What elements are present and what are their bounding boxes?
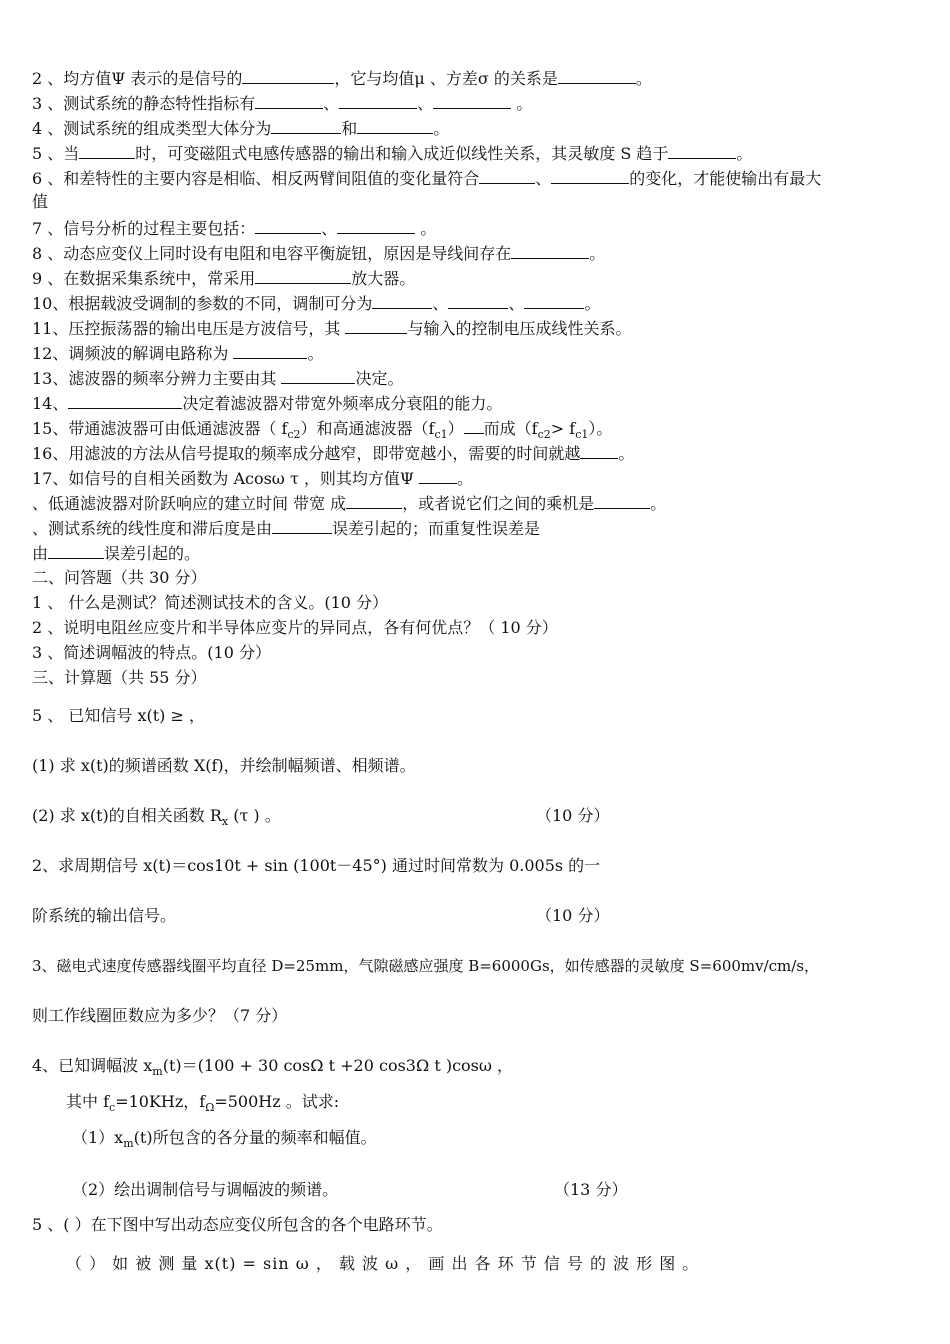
answer-blank[interactable] [339,93,417,109]
answer-blank[interactable] [357,118,433,134]
question-19-continued [32,543,200,564]
question-text: 。 [307,344,324,363]
question-text: 、测试系统的线性度和滞后度是由 [32,519,273,538]
question-text: 。 [589,244,606,263]
question-text: 14、 [32,394,69,413]
answer-blank[interactable] [346,493,402,509]
question-12 [32,343,323,364]
question-15 [32,418,612,445]
question-text: 13、滤波器的频率分辨力主要由其 [32,369,282,388]
subscript: m [123,1137,134,1150]
question-text: 、 [417,94,434,113]
question-text: 决定着滤波器对带宽外频率成分衰阻的能力。 [182,394,503,413]
question-text: ，它与均值μ 、方差σ 的关系是 [334,69,558,88]
question-5 [32,143,752,164]
calc-problem-2-continued: 阶系统的输出信号。 [32,906,177,925]
question-text: 。 [511,94,533,113]
question-text: 、 [432,294,449,313]
problem-text: (t)所包含的各分量的频率和幅值。 [133,1128,377,1147]
problem-text: （1）x [72,1128,124,1147]
question-text: 。 [457,469,474,488]
question-text: 放大器。 [351,269,416,288]
section-title-qa: 二、问答题（共 30 分） [32,568,207,587]
question-text: 、 [323,94,340,113]
answer-blank[interactable] [345,318,407,334]
question-text: 而成（f [483,419,538,438]
calc-problem-4-given [66,1092,339,1118]
question-text: 5 、当 [32,144,80,163]
answer-blank[interactable] [255,93,323,109]
question-17 [32,468,473,489]
answer-blank[interactable] [433,93,511,109]
answer-blank[interactable] [68,393,182,409]
question-11 [32,318,631,339]
subscript: c1 [575,428,589,441]
qa-item-3: 3 、简述调幅波的特点。(10 分） [32,643,271,662]
score-label: （13 分） [554,1180,628,1199]
question-text: > f [550,419,576,438]
calc-problem-2: 2、求周期信号 x(t)＝cos10t + sin (100t－45°) 通过时间常数为 0.005s 的一 [32,856,601,875]
question-text: 9 、在数据采集系统中，常采用 [32,269,256,288]
question-18 [32,493,666,514]
answer-blank[interactable] [511,243,589,259]
calc-problem-5b-continued: （ ） 如 被 测 量 x(t) = sin ω ， 载 波 ω ， 画 出 各 环 节 信 号 的 波 形 图 。 [66,1254,700,1273]
answer-blank[interactable] [551,168,629,184]
question-text: 误差引起的；而重复性误差是 [332,519,541,538]
problem-text: (τ ) 。 [228,806,281,825]
answer-blank[interactable] [479,168,535,184]
question-text: 12、调频波的解调电路称为 [32,344,234,363]
calc-problem-3: 3、磁电式速度传感器线圈平均直径 D=25mm，气隙磁感应强度 B=6000Gs，如传感器的灵敏度 S=600mv/cm/s， [32,957,820,975]
subscript: c2 [287,428,301,441]
question-8 [32,243,605,264]
subscript: x [221,815,229,828]
question-text: 。 [415,219,437,238]
question-text: 决定。 [355,369,404,388]
question-text: 、 [321,219,338,238]
answer-blank[interactable] [48,543,104,559]
subscript: c2 [537,428,551,441]
question-text: 8 、动态应变仪上同时设有电阻和电容平衡旋钮，原因是导线间存在 [32,244,512,263]
question-text: ）。 [588,419,613,438]
question-text: 7 、信号分析的过程主要包括： [32,219,256,238]
calc-problem-5-part2 [32,806,281,832]
question-text: 10、根据载波受调制的参数的不同，调制可分为 [32,294,373,313]
problem-text: =500Hz 。试求: [214,1092,340,1111]
question-text: 值 [32,192,49,211]
answer-blank[interactable] [337,218,415,234]
problem-text: 4、已知调幅波 x [32,1056,153,1075]
question-3 [32,93,532,114]
question-text: ，或者说它们之间的乘机是 [402,494,595,513]
question-text: 15、带通滤波器可由低通滤波器（ f [32,419,288,438]
answer-blank[interactable] [255,268,351,284]
question-text: 的变化，才能使输出有最大 [629,169,822,188]
question-text: 。 [584,294,601,313]
question-text: 。 [618,444,635,463]
calc-problem-5-part1: (1) 求 x(t)的频谱函数 X(f)，并绘制幅频谱、相频谱。 [32,756,416,775]
answer-blank[interactable] [419,468,457,484]
question-16 [32,443,634,464]
question-14 [32,393,502,414]
question-text: 17、如信号的自相关函数为 Acosω τ ，则其均方值Ψ [32,469,419,488]
question-text: 11、压控振荡器的输出电压是方波信号，其 [32,319,346,338]
answer-blank[interactable] [272,518,332,534]
question-6 [32,168,821,189]
qa-item-1: 1 、 什么是测试？简述测试技术的含义。(10 分） [32,593,389,612]
question-9 [32,268,415,289]
subscript: m [152,1065,163,1078]
question-text: 2 、均方值Ψ 表示的是信号的 [32,69,243,88]
question-text: 误差引起的。 [104,544,201,563]
question-text: 。 [433,119,450,138]
calc-problem-5b: 5 、( ）在下图中写出动态应变仪所包含的各个电路环节。 [32,1215,443,1234]
question-10 [32,293,600,314]
question-text: 、 [535,169,552,188]
answer-blank[interactable] [464,418,484,434]
question-19 [32,518,540,539]
score-label: （10 分） [536,806,610,825]
answer-blank[interactable] [79,143,135,159]
problem-text: (t)＝(100 + 30 cosΩ t +20 cos3Ω t )cosω ， [162,1056,514,1075]
answer-blank[interactable] [594,493,650,509]
question-text: 4 、测试系统的组成类型大体分为 [32,119,272,138]
problem-text: =10KHz，f [115,1092,206,1111]
answer-blank[interactable] [372,293,432,309]
answer-blank[interactable] [558,68,636,84]
answer-blank[interactable] [233,343,307,359]
question-text: 时，可变磁阻式电感传感器的输出和输入成近似线性关系，其灵敏度 S 趋于 [135,144,669,163]
problem-text: (2) 求 x(t)的自相关函数 R [32,806,222,825]
calc-problem-4-part1 [72,1128,377,1154]
subscript: c [109,1101,116,1114]
calc-problem-3-continued: 则工作线圈匝数应为多少？（7 分） [32,1006,288,1025]
subscript: c1 [434,428,448,441]
question-text: 、 [508,294,525,313]
question-6-continued [32,192,48,212]
subscript: Ω [205,1101,215,1114]
answer-blank[interactable] [271,118,341,134]
answer-blank[interactable] [448,293,508,309]
qa-item-2: 2 、说明电阻丝应变片和半导体应变片的异同点，各有何优点？（ 10 分） [32,618,558,637]
answer-blank[interactable] [580,443,618,459]
answer-blank[interactable] [668,143,736,159]
answer-blank[interactable] [281,368,355,384]
question-text: 和 [341,119,358,138]
question-text: ） [447,419,464,438]
question-text: 由 [32,544,49,563]
score-label: （10 分） [536,906,610,925]
question-text: 与输入的控制电压成线性关系。 [407,319,632,338]
answer-blank[interactable] [255,218,321,234]
question-2 [32,68,652,89]
question-4 [32,118,449,139]
question-text: 。 [650,494,667,513]
question-13 [32,368,403,389]
question-text: 3 、测试系统的静态特性指标有 [32,94,256,113]
answer-blank[interactable] [242,68,334,84]
problem-text: 其中 f [66,1092,110,1111]
question-text: 。 [635,69,652,88]
question-7 [32,218,436,239]
answer-blank[interactable] [524,293,584,309]
calc-problem-4-part2: （2）绘出调制信号与调幅波的频谱。 [72,1180,339,1199]
question-text: 6 、和差特性的主要内容是相临、相反两臂间阻值的变化量符合 [32,169,480,188]
question-text: 16、用滤波的方法从信号提取的频率成分越窄，即带宽越小，需要的时间就越 [32,444,581,463]
calc-problem-4 [32,1056,513,1082]
question-text: ）和高通滤波器（f [300,419,435,438]
question-text: 、低通滤波器对阶跃响应的建立时间 带宽 成 [32,494,347,513]
section-title-calc: 三、计算题（共 55 分） [32,668,207,687]
calc-problem-5: 5 、 已知信号 x(t) ≥ ， [32,706,205,725]
question-text: 。 [736,144,753,163]
